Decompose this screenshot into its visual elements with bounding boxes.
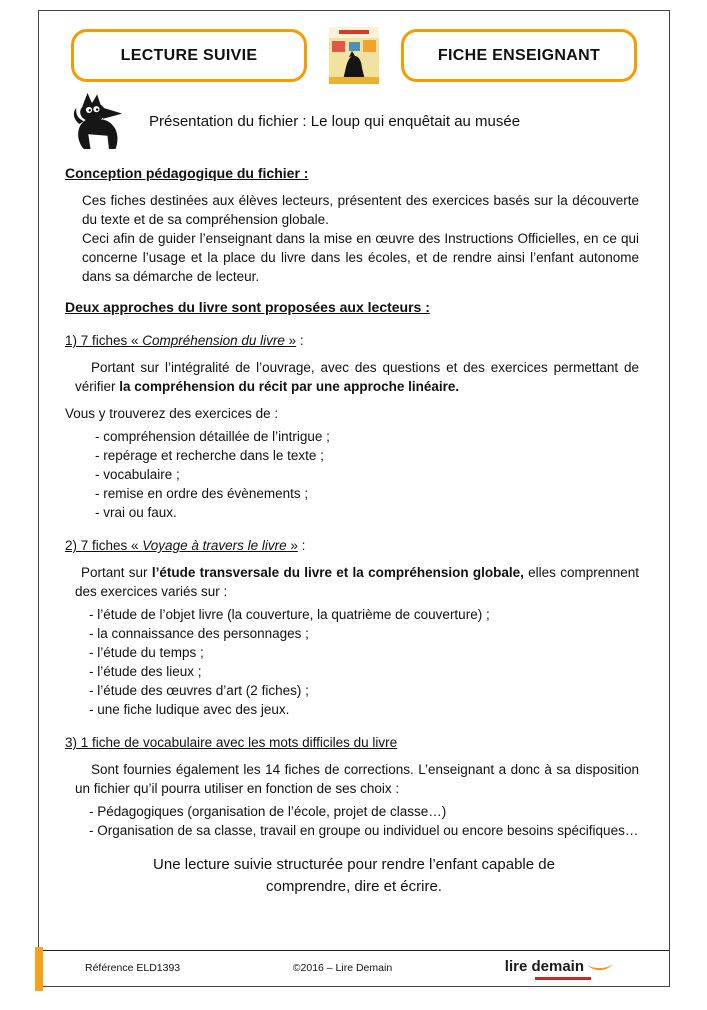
lire-demain-logo-text: lire demain	[504, 957, 584, 975]
approach1-intro: Vous y trouverez des exercices de :	[65, 406, 279, 421]
approach1-title: Compréhension du livre	[142, 333, 285, 348]
approach1-para-bold: la compréhension du récit par une approche linéaire.	[119, 379, 460, 394]
closing-statement: Une lecture suivie structurée pour rendre l’enfant capable de comprendre, dire et écrire.	[153, 856, 555, 895]
title-row	[69, 90, 645, 152]
lecture-suivie-label: LECTURE SUIVIE	[120, 47, 258, 64]
footer-orange-stripe	[35, 947, 43, 991]
approach2-list	[89, 605, 645, 719]
conception-para-1: Ces fiches destinées aux élèves lecteurs, présentent des exercices basés sur la découverte du texte et de sa compréhension globale.	[82, 193, 639, 227]
header-badges-row	[63, 27, 645, 84]
book-cover-image	[329, 27, 379, 84]
logo-swoosh-icon	[586, 962, 614, 973]
list-item: - Organisation de sa classe, travail en groupe ou individuel ou encore besoins spécifiques…	[89, 823, 639, 838]
list-item: - Pédagogiques (organisation de l’école, projet de classe…)	[89, 804, 447, 819]
conception-heading: Conception pédagogique du fichier :	[65, 165, 309, 181]
list-item: - l’étude des lieux ;	[89, 664, 202, 679]
list-item: - repérage et recherche dans le texte ;	[95, 448, 324, 463]
page-footer	[39, 950, 669, 986]
list-item: - la connaissance des personnages ;	[89, 626, 309, 641]
lecture-suivie-badge	[71, 29, 307, 82]
wolf-image	[69, 90, 143, 152]
fiche-enseignant-badge	[401, 29, 637, 82]
list-item: - remise en ordre des évènements ;	[95, 486, 309, 501]
list-item: - vocabulaire ;	[95, 467, 180, 482]
approach3-paragraph: Sont fournies également les 14 fiches de corrections. L’enseignant a donc à sa disposition un fichier qu’il pourra utiliser en fonction de ses choix :	[75, 762, 639, 796]
approach1-close-quote: »	[284, 333, 297, 348]
conception-body	[82, 191, 639, 286]
approach2-heading	[65, 536, 645, 555]
list-item: - l’étude des œuvres d’art (2 fiches) ;	[89, 683, 309, 698]
lire-demain-logo-row	[505, 958, 614, 975]
approach1-paragraph	[75, 358, 639, 396]
approach2-paragraph	[75, 563, 639, 601]
approach2-para-normal-start: Portant sur	[81, 565, 152, 580]
approaches-heading: Deux approches du livre sont proposées aux lecteurs :	[65, 299, 430, 315]
list-item: - l’étude de l’objet livre (la couverture, la quatrième de couverture) ;	[89, 607, 490, 622]
approach1-heading	[65, 331, 645, 350]
wolf-illustration	[69, 90, 143, 152]
page-title: Présentation du fichier : Le loup qui enquêtait au musée	[149, 112, 521, 130]
approach2-close-quote: »	[286, 538, 298, 553]
fiche-enseignant-label: FICHE ENSEIGNANT	[437, 47, 601, 64]
approach2-para-normal-end: elles comprennent des exercices variés sur :	[75, 565, 640, 599]
approach1-colon: :	[296, 333, 304, 348]
conception-para-2: Ceci afin de guider l’enseignant dans la mise en œuvre des Instructions Officielles, en ce qui concerne l’usage et la place du livre dans les écoles, et de rendre ainsi l’enfant autonome dans sa démarche de lecteur.	[82, 231, 639, 284]
footer-copyright: ©2016 – Lire Demain	[292, 962, 393, 974]
footer-reference: Référence ELD1393	[85, 962, 181, 974]
list-item: - compréhension détaillée de l’intrigue ;	[95, 429, 330, 444]
list-item: - l’étude du temps ;	[89, 645, 204, 660]
approach2-para-bold: l’étude transversale du livre et la compréhension globale,	[151, 565, 524, 580]
logo-tagline	[535, 977, 591, 980]
approach2-colon: :	[297, 538, 306, 553]
book-cover-thumbnail	[329, 27, 379, 84]
approach3-heading	[65, 733, 645, 752]
approach1-prefix: 1) 7 fiches «	[65, 333, 143, 348]
document-page	[38, 10, 670, 987]
list-item: - une fiche ludique avec des jeux.	[89, 702, 290, 717]
approach1-para-normal: Portant sur l’intégralité de l’ouvrage, avec des questions et des exercices permettant de vérifier	[75, 360, 639, 394]
list-item: - vrai ou faux.	[95, 505, 177, 520]
lire-demain-logo	[505, 958, 614, 980]
approach1-list	[95, 427, 645, 522]
approach2-prefix: 2) 7 fiches «	[65, 538, 143, 553]
approach3-heading-text: 3) 1 fiche de vocabulaire avec les mots difficiles du livre	[65, 735, 398, 750]
approach3-list	[89, 802, 645, 840]
approach2-title: Voyage à travers le livre	[142, 538, 287, 553]
